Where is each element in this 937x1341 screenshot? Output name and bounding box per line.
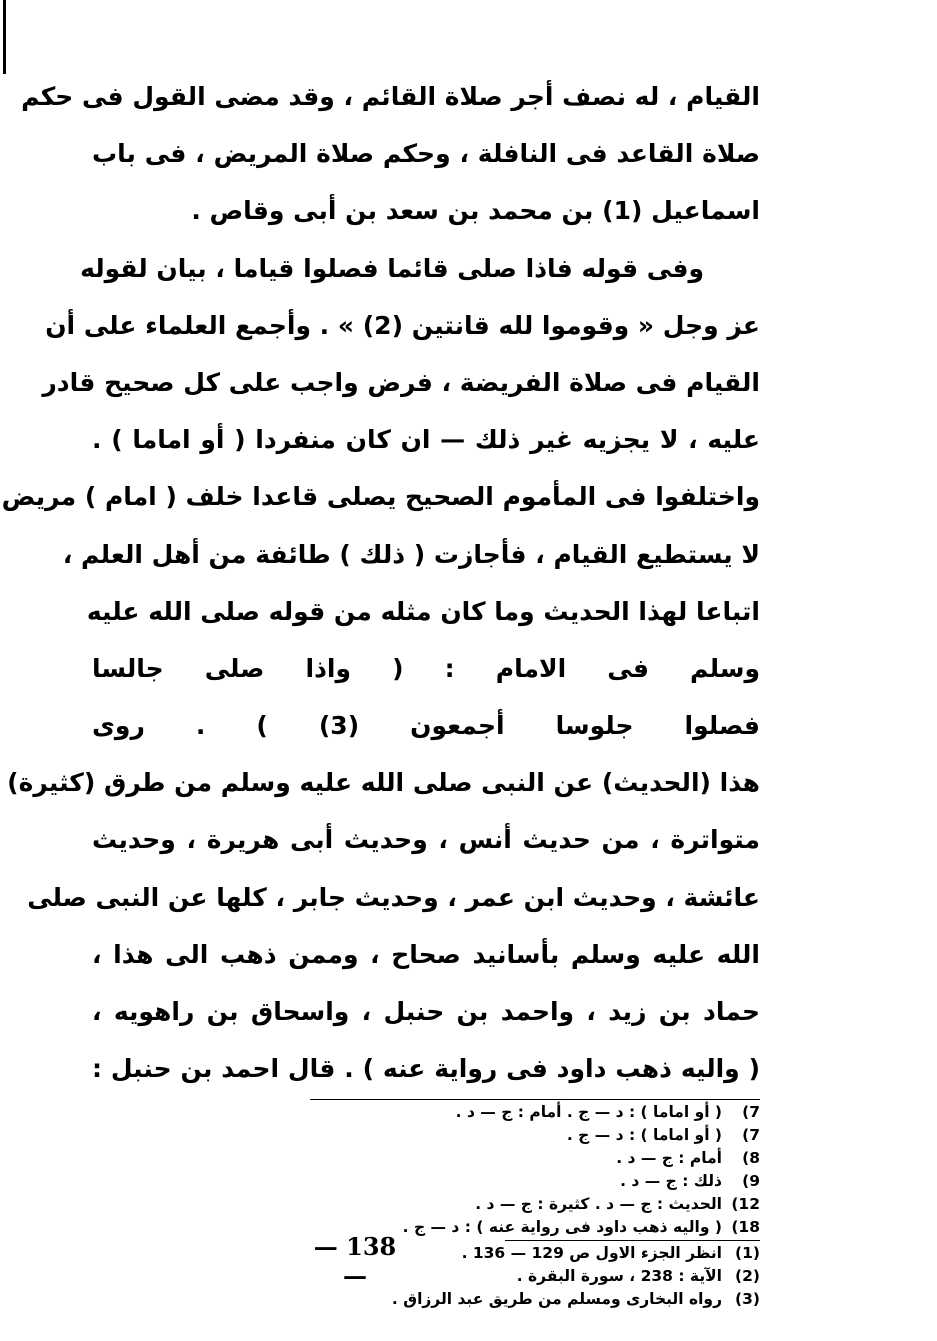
text-line: واختلفوا فى المأموم الصحيح يصلى قاعدا خلف ( امام ) مريض <box>1 482 760 512</box>
note-text: الحديث : ج — د . كثيرة : ج — د . <box>475 1195 722 1214</box>
note-number: 9) <box>742 1172 760 1191</box>
text-line: لا يستطيع القيام ، فأجازت ( ذلك ) طائفة من أهل العلم ، <box>62 539 760 569</box>
text-line: القيام فى صلاة الفريضة ، فرض واجب على كل صحيح قادر <box>42 367 760 397</box>
footnote <box>92 1265 760 1288</box>
text-line: ( واليه ذهب داود فى رواية عنه ) . قال احمد بن حنبل : <box>92 1054 760 1084</box>
footnote-number: (2) <box>735 1267 760 1286</box>
text-line: وفى قوله فاذا صلى قائما فصلوا قياما ، بيان لقوله <box>80 253 704 283</box>
footnote-number: (1) <box>735 1244 760 1263</box>
note-number: 8) <box>742 1149 760 1168</box>
page-number: — 138 — <box>313 1232 397 1290</box>
footnote-number: (3) <box>735 1290 760 1309</box>
note-number: 18) <box>731 1218 760 1237</box>
variant-note <box>92 1101 760 1124</box>
note-text: ( أو اماما ) : د — ج . أمام : ج — د . <box>455 1103 722 1122</box>
variant-note <box>92 1124 760 1147</box>
text-line: متواترة ، من حديث أنس ، وحديث أبى هريرة ، وحديث <box>92 825 760 855</box>
note-number: 7) <box>742 1103 760 1122</box>
text-line: اتباعا لهذا الحديث وما كان مثله من قوله صلى الله عليه <box>86 596 760 626</box>
variant-notes <box>92 1101 760 1239</box>
notes-separator <box>310 1099 760 1100</box>
text-line: صلاة القاعد فى النافلة ، وحكم صلاة المريض ، فى باب <box>92 139 760 169</box>
text-line: الله عليه وسلم بأسانيد صحاح ، وممن ذهب الى هذا ، <box>92 939 760 969</box>
variant-note <box>92 1147 760 1170</box>
footnotes-separator <box>505 1240 760 1241</box>
main-text <box>1 68 760 1097</box>
scan-edge-rule <box>3 0 6 74</box>
text-line: القيام ، له نصف أجر صلاة القائم ، وقد مضى القول فى حكم <box>21 82 760 111</box>
note-number: 12) <box>731 1195 760 1214</box>
text-line: عز وجل « وقوموا لله قانتين (2) » . وأجمع العلماء على أن <box>45 310 760 340</box>
variant-note <box>92 1193 760 1216</box>
page-content <box>1 68 760 1311</box>
note-number: 7) <box>742 1126 760 1145</box>
variant-note <box>92 1170 760 1193</box>
note-text: ذلك : ج — د . <box>620 1172 722 1191</box>
text-line: عائشة ، وحديث ابن عمر ، وحديث جابر ، كلها عن النبى صلى <box>27 882 760 912</box>
text-line: عليه ، لا يجزيه غير ذلك — ان كان منفردا ( أو اماما ) . <box>92 425 760 455</box>
footnote <box>92 1242 760 1265</box>
variant-note <box>92 1216 760 1239</box>
note-text: ( أو اماما ) : د — ج . <box>566 1126 722 1145</box>
note-text: أمام : ج — د . <box>616 1149 722 1168</box>
text-line: وسلم فى الامام : ( واذا صلى جالسا <box>92 653 760 683</box>
footnote-text: انظر الجزء الاول ص 129 — 136 . <box>461 1244 722 1263</box>
footnote-text: رواه البخارى ومسلم من طريق عبد الرزاق . <box>391 1290 722 1309</box>
footnote <box>92 1288 760 1311</box>
footnote-text: الآية : 238 ، سورة البقرة . <box>516 1267 722 1286</box>
note-text: ( واليه ذهب داود فى رواية عنه ) : د — ج . <box>402 1218 722 1237</box>
footnotes <box>92 1242 760 1311</box>
text-line: اسماعيل (1) بن محمد بن سعد بن أبى وقاص . <box>191 196 760 226</box>
text-line: هذا (الحديث) عن النبى صلى الله عليه وسلم من طرق (كثيرة) <box>7 768 760 798</box>
text-line: فصلوا جلوسا أجمعون (3) ) . روى <box>92 711 760 741</box>
text-line: حماد بن زيد ، واحمد بن حنبل ، واسحاق بن راهويه ، <box>92 997 760 1026</box>
